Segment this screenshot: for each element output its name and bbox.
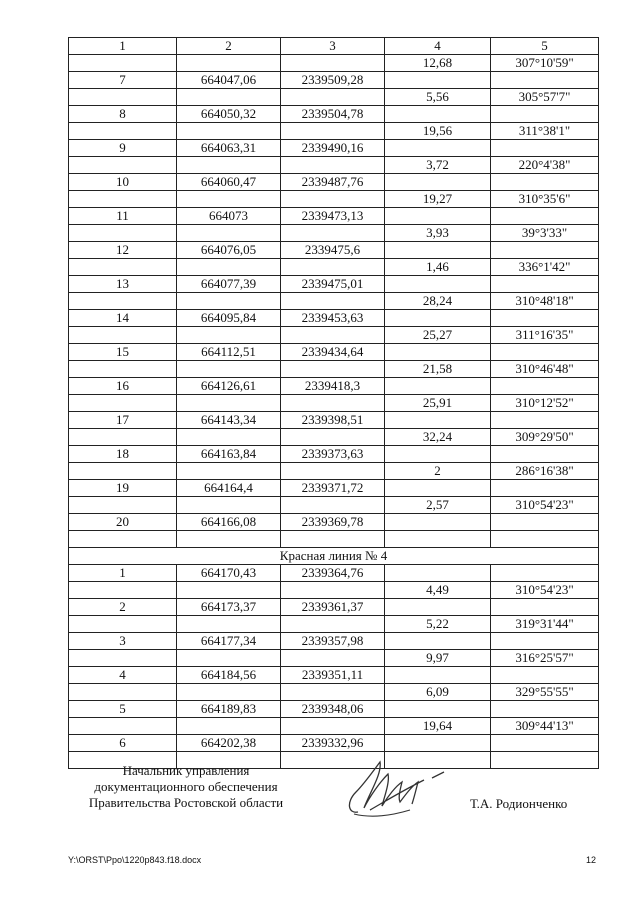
distance-cell: 6,09 xyxy=(385,684,491,701)
distance-cell: 2,57 xyxy=(385,497,491,514)
distance-cell: 19,64 xyxy=(385,718,491,735)
point-number-cell: 16 xyxy=(69,378,177,395)
point-row xyxy=(69,701,599,718)
column-header: 1 xyxy=(69,38,177,55)
distance-cell: 3,93 xyxy=(385,225,491,242)
segment-row xyxy=(69,718,599,735)
direction-angle-cell: 329°55'55" xyxy=(491,684,599,701)
empty-cell xyxy=(385,565,491,582)
handwritten-signature xyxy=(340,752,460,832)
segment-row xyxy=(69,225,599,242)
empty-cell xyxy=(491,242,599,259)
empty-cell xyxy=(69,327,177,344)
section-title-row xyxy=(69,548,599,565)
point-row xyxy=(69,344,599,361)
distance-cell: 25,27 xyxy=(385,327,491,344)
segment-row xyxy=(69,531,599,548)
column-header: 4 xyxy=(385,38,491,55)
point-number-cell: 18 xyxy=(69,446,177,463)
point-number-cell: 11 xyxy=(69,208,177,225)
empty-cell xyxy=(491,412,599,429)
x-coordinate-cell: 664047,06 xyxy=(177,72,281,89)
empty-cell xyxy=(281,650,385,667)
empty-cell xyxy=(281,429,385,446)
direction-angle-cell: 310°54'23" xyxy=(491,497,599,514)
segment-row xyxy=(69,123,599,140)
empty-cell xyxy=(491,565,599,582)
point-number-cell: 10 xyxy=(69,174,177,191)
point-number-cell: 13 xyxy=(69,276,177,293)
y-coordinate-cell: 2339364,76 xyxy=(281,565,385,582)
empty-cell xyxy=(491,310,599,327)
segment-row xyxy=(69,327,599,344)
point-row xyxy=(69,565,599,582)
empty-cell xyxy=(177,225,281,242)
direction-angle-cell: 311°16'35" xyxy=(491,327,599,344)
direction-angle-cell: 316°25'57" xyxy=(491,650,599,667)
distance-cell: 9,97 xyxy=(385,650,491,667)
distance-cell: 21,58 xyxy=(385,361,491,378)
x-coordinate-cell: 664073 xyxy=(177,208,281,225)
empty-cell xyxy=(177,497,281,514)
empty-cell xyxy=(491,378,599,395)
point-row xyxy=(69,106,599,123)
empty-cell xyxy=(491,480,599,497)
point-number-cell: 14 xyxy=(69,310,177,327)
point-row xyxy=(69,378,599,395)
point-row xyxy=(69,633,599,650)
y-coordinate-cell: 2339504,78 xyxy=(281,106,385,123)
empty-cell xyxy=(177,582,281,599)
direction-angle-cell: 220°4'38" xyxy=(491,157,599,174)
empty-cell xyxy=(69,191,177,208)
empty-cell xyxy=(491,106,599,123)
x-coordinate-cell: 664202,38 xyxy=(177,735,281,752)
empty-cell xyxy=(385,701,491,718)
empty-cell xyxy=(281,718,385,735)
point-row xyxy=(69,276,599,293)
empty-cell xyxy=(281,582,385,599)
segment-row xyxy=(69,497,599,514)
empty-cell xyxy=(177,463,281,480)
point-row xyxy=(69,446,599,463)
empty-cell xyxy=(177,650,281,667)
empty-cell xyxy=(385,242,491,259)
empty-cell xyxy=(385,412,491,429)
point-number-cell: 9 xyxy=(69,140,177,157)
coordinates-table-body xyxy=(69,38,599,769)
empty-cell xyxy=(491,344,599,361)
segment-row xyxy=(69,259,599,276)
empty-cell xyxy=(491,140,599,157)
empty-cell xyxy=(281,531,385,548)
empty-cell xyxy=(69,497,177,514)
empty-cell xyxy=(69,650,177,667)
empty-cell xyxy=(385,514,491,531)
empty-cell xyxy=(69,225,177,242)
empty-cell xyxy=(385,599,491,616)
point-number-cell: 5 xyxy=(69,701,177,718)
y-coordinate-cell: 2339453,63 xyxy=(281,310,385,327)
x-coordinate-cell: 664184,56 xyxy=(177,667,281,684)
point-number-cell: 8 xyxy=(69,106,177,123)
point-number-cell: 1 xyxy=(69,565,177,582)
empty-cell xyxy=(281,55,385,72)
distance-cell: 32,24 xyxy=(385,429,491,446)
signatory-title-line-3: Правительства Ростовской области xyxy=(88,795,284,810)
empty-cell xyxy=(69,259,177,276)
x-coordinate-cell: 664077,39 xyxy=(177,276,281,293)
y-coordinate-cell: 2339371,72 xyxy=(281,480,385,497)
direction-angle-cell: 310°35'6" xyxy=(491,191,599,208)
point-row xyxy=(69,412,599,429)
point-number-cell: 3 xyxy=(69,633,177,650)
x-coordinate-cell: 664163,84 xyxy=(177,446,281,463)
y-coordinate-cell: 2339348,06 xyxy=(281,701,385,718)
empty-cell xyxy=(491,446,599,463)
empty-cell xyxy=(177,327,281,344)
point-number-cell: 4 xyxy=(69,667,177,684)
empty-cell xyxy=(281,225,385,242)
empty-cell xyxy=(385,480,491,497)
empty-cell xyxy=(69,429,177,446)
x-coordinate-cell: 664126,61 xyxy=(177,378,281,395)
direction-angle-cell: 319°31'44" xyxy=(491,616,599,633)
y-coordinate-cell: 2339473,13 xyxy=(281,208,385,225)
empty-cell xyxy=(69,55,177,72)
point-row xyxy=(69,208,599,225)
empty-cell xyxy=(385,446,491,463)
document-path: Y:\ORST\Ppo\1220p843.f18.docx xyxy=(68,855,202,865)
empty-cell xyxy=(177,293,281,310)
segment-row xyxy=(69,191,599,208)
segment-row xyxy=(69,395,599,412)
empty-cell xyxy=(281,361,385,378)
direction-angle-cell: 307°10'59" xyxy=(491,55,599,72)
direction-angle-cell: 310°46'48" xyxy=(491,361,599,378)
y-coordinate-cell: 2339509,28 xyxy=(281,72,385,89)
empty-cell xyxy=(491,208,599,225)
x-coordinate-cell: 664112,51 xyxy=(177,344,281,361)
empty-cell xyxy=(281,89,385,106)
empty-cell xyxy=(281,259,385,276)
empty-cell xyxy=(281,123,385,140)
direction-angle-cell xyxy=(491,752,599,769)
x-coordinate-cell: 664076,05 xyxy=(177,242,281,259)
empty-cell xyxy=(177,684,281,701)
empty-cell xyxy=(385,633,491,650)
distance-cell: 2 xyxy=(385,463,491,480)
distance-cell: 4,49 xyxy=(385,582,491,599)
point-row xyxy=(69,667,599,684)
empty-cell xyxy=(281,616,385,633)
point-number-cell: 19 xyxy=(69,480,177,497)
empty-cell xyxy=(69,531,177,548)
segment-row xyxy=(69,89,599,106)
point-number-cell: 7 xyxy=(69,72,177,89)
x-coordinate-cell: 664164,4 xyxy=(177,480,281,497)
point-row xyxy=(69,242,599,259)
direction-angle-cell: 310°48'18" xyxy=(491,293,599,310)
y-coordinate-cell: 2339487,76 xyxy=(281,174,385,191)
point-row xyxy=(69,174,599,191)
empty-cell xyxy=(385,140,491,157)
column-header: 3 xyxy=(281,38,385,55)
coordinates-table xyxy=(68,37,599,769)
empty-cell xyxy=(281,191,385,208)
point-number-cell: 15 xyxy=(69,344,177,361)
empty-cell xyxy=(177,123,281,140)
empty-cell xyxy=(491,72,599,89)
signatory-name: Т.А. Родионченко xyxy=(470,796,568,811)
empty-cell xyxy=(69,123,177,140)
distance-cell xyxy=(385,531,491,548)
distance-cell: 19,27 xyxy=(385,191,491,208)
column-header: 5 xyxy=(491,38,599,55)
segment-row xyxy=(69,650,599,667)
signatory-title xyxy=(66,763,306,811)
empty-cell xyxy=(69,89,177,106)
x-coordinate-cell: 664143,34 xyxy=(177,412,281,429)
empty-cell xyxy=(177,718,281,735)
segment-row xyxy=(69,157,599,174)
empty-cell xyxy=(177,259,281,276)
empty-cell xyxy=(491,735,599,752)
x-coordinate-cell: 664177,34 xyxy=(177,633,281,650)
empty-cell xyxy=(491,701,599,718)
section-title: Красная линия № 4 xyxy=(69,548,599,565)
x-coordinate-cell: 664173,37 xyxy=(177,599,281,616)
direction-angle-cell: 39°3'33" xyxy=(491,225,599,242)
empty-cell xyxy=(491,514,599,531)
empty-cell xyxy=(69,684,177,701)
segment-row xyxy=(69,293,599,310)
y-coordinate-cell: 2339357,98 xyxy=(281,633,385,650)
empty-cell xyxy=(491,174,599,191)
empty-cell xyxy=(491,599,599,616)
empty-cell xyxy=(177,616,281,633)
y-coordinate-cell: 2339398,51 xyxy=(281,412,385,429)
empty-cell xyxy=(281,497,385,514)
empty-cell xyxy=(177,55,281,72)
empty-cell xyxy=(491,633,599,650)
x-coordinate-cell: 664050,32 xyxy=(177,106,281,123)
empty-cell xyxy=(281,395,385,412)
segment-row xyxy=(69,616,599,633)
point-number-cell: 12 xyxy=(69,242,177,259)
empty-cell xyxy=(69,616,177,633)
empty-cell xyxy=(177,191,281,208)
distance-cell: 5,56 xyxy=(385,89,491,106)
empty-cell xyxy=(385,72,491,89)
page-number: 12 xyxy=(585,855,596,865)
empty-cell xyxy=(69,395,177,412)
segment-row xyxy=(69,684,599,701)
x-coordinate-cell: 664166,08 xyxy=(177,514,281,531)
distance-cell: 1,46 xyxy=(385,259,491,276)
empty-cell xyxy=(69,718,177,735)
empty-cell xyxy=(69,157,177,174)
point-row xyxy=(69,735,599,752)
point-number-cell: 2 xyxy=(69,599,177,616)
x-coordinate-cell: 664060,47 xyxy=(177,174,281,191)
empty-cell xyxy=(69,582,177,599)
signatory-title-line-1: Начальник управления xyxy=(122,763,250,778)
empty-cell xyxy=(281,327,385,344)
empty-cell xyxy=(385,276,491,293)
point-row xyxy=(69,140,599,157)
x-coordinate-cell: 664063,31 xyxy=(177,140,281,157)
empty-cell xyxy=(177,361,281,378)
empty-cell xyxy=(385,378,491,395)
y-coordinate-cell: 2339475,01 xyxy=(281,276,385,293)
y-coordinate-cell: 2339373,63 xyxy=(281,446,385,463)
distance-cell: 25,91 xyxy=(385,395,491,412)
point-number-cell: 17 xyxy=(69,412,177,429)
direction-angle-cell: 310°12'52" xyxy=(491,395,599,412)
point-row xyxy=(69,72,599,89)
column-header: 2 xyxy=(177,38,281,55)
point-row xyxy=(69,310,599,327)
table-header-row xyxy=(69,38,599,55)
empty-cell xyxy=(385,310,491,327)
y-coordinate-cell: 2339361,37 xyxy=(281,599,385,616)
empty-cell xyxy=(69,361,177,378)
segment-row xyxy=(69,55,599,72)
point-row xyxy=(69,599,599,616)
direction-angle-cell: 336°1'42" xyxy=(491,259,599,276)
y-coordinate-cell: 2339434,64 xyxy=(281,344,385,361)
segment-row xyxy=(69,463,599,480)
y-coordinate-cell: 2339475,6 xyxy=(281,242,385,259)
empty-cell xyxy=(385,667,491,684)
distance-cell: 19,56 xyxy=(385,123,491,140)
empty-cell xyxy=(177,429,281,446)
segment-row xyxy=(69,361,599,378)
empty-cell xyxy=(281,684,385,701)
y-coordinate-cell: 2339490,16 xyxy=(281,140,385,157)
empty-cell xyxy=(69,463,177,480)
empty-cell xyxy=(385,208,491,225)
direction-angle-cell: 305°57'7" xyxy=(491,89,599,106)
empty-cell xyxy=(385,174,491,191)
direction-angle-cell: 286°16'38" xyxy=(491,463,599,480)
point-number-cell: 20 xyxy=(69,514,177,531)
y-coordinate-cell: 2339369,78 xyxy=(281,514,385,531)
empty-cell xyxy=(177,395,281,412)
distance-cell: 5,22 xyxy=(385,616,491,633)
empty-cell xyxy=(69,293,177,310)
empty-cell xyxy=(177,89,281,106)
distance-cell: 12,68 xyxy=(385,55,491,72)
empty-cell xyxy=(385,344,491,361)
y-coordinate-cell: 2339418,3 xyxy=(281,378,385,395)
segment-row xyxy=(69,429,599,446)
direction-angle-cell: 309°44'13" xyxy=(491,718,599,735)
y-coordinate-cell: 2339351,11 xyxy=(281,667,385,684)
direction-angle-cell: 310°54'23" xyxy=(491,582,599,599)
distance-cell: 28,24 xyxy=(385,293,491,310)
x-coordinate-cell: 664189,83 xyxy=(177,701,281,718)
empty-cell xyxy=(177,531,281,548)
distance-cell: 3,72 xyxy=(385,157,491,174)
y-coordinate-cell: 2339332,96 xyxy=(281,735,385,752)
empty-cell xyxy=(385,106,491,123)
point-number-cell: 6 xyxy=(69,735,177,752)
empty-cell xyxy=(385,735,491,752)
x-coordinate-cell: 664095,84 xyxy=(177,310,281,327)
direction-angle-cell: 311°38'1" xyxy=(491,123,599,140)
empty-cell xyxy=(281,293,385,310)
empty-cell xyxy=(491,276,599,293)
direction-angle-cell: 309°29'50" xyxy=(491,429,599,446)
point-row xyxy=(69,480,599,497)
point-row xyxy=(69,514,599,531)
signatory-title-line-2: документационного обеспечения xyxy=(94,779,278,794)
direction-angle-cell xyxy=(491,531,599,548)
x-coordinate-cell: 664170,43 xyxy=(177,565,281,582)
empty-cell xyxy=(281,463,385,480)
empty-cell xyxy=(177,157,281,174)
empty-cell xyxy=(491,667,599,684)
empty-cell xyxy=(281,157,385,174)
segment-row xyxy=(69,582,599,599)
